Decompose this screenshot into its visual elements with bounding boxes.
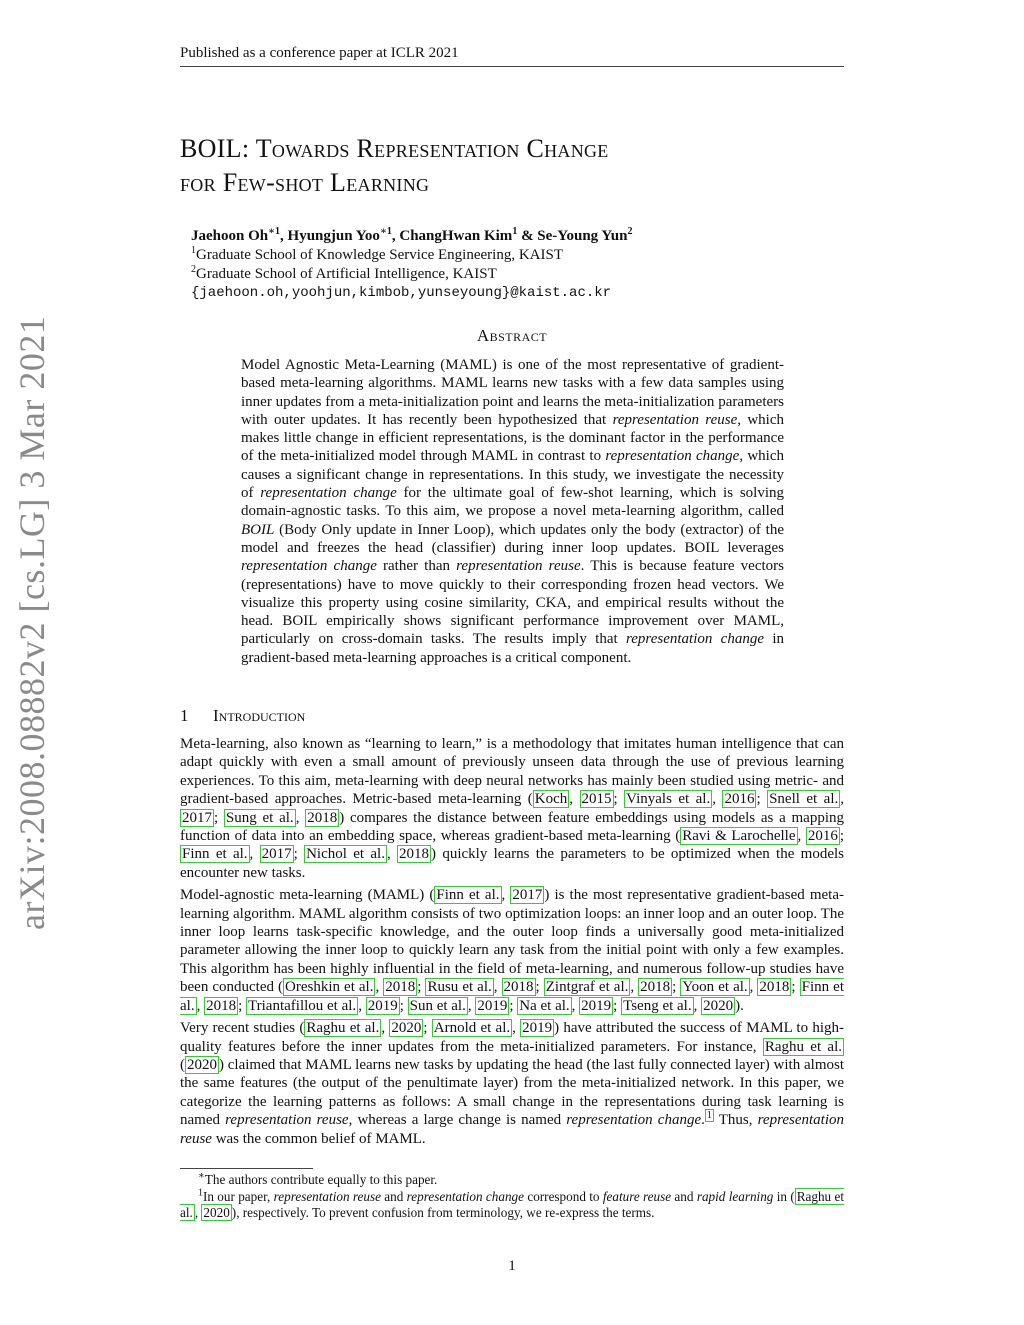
author-name: Jaehoon Oh: [191, 228, 269, 244]
title-text: F: [222, 168, 238, 197]
body-text: ) quickly learns the parameters to be optimized when the models encounter new tasks.: [180, 846, 845, 881]
abstract-italic: representation change: [605, 448, 740, 465]
intro-paragraph-2: [180, 886, 844, 1015]
citation-separator: ;: [423, 1020, 432, 1037]
author-sup: ∗1: [379, 226, 392, 237]
body-text: Very recent studies (: [180, 1020, 305, 1037]
affiliation-text: Graduate School of Knowledge Service Engineering, KAIST: [196, 247, 563, 263]
author-emails: {jaehoon.oh,yoohjun,kimbob,yunseyoung}@kaist.ac.kr: [191, 285, 612, 301]
author-block: [191, 227, 831, 303]
title-text: ew-shot: [237, 168, 331, 197]
citation-link[interactable]: Zintgraf et al.: [545, 979, 629, 996]
footnote-2: [180, 1189, 844, 1222]
footnote-mark: 1: [198, 1187, 203, 1199]
citation-separator: ;: [399, 997, 408, 1014]
intro-paragraph-3: [180, 1019, 844, 1148]
citation-separator: ,: [249, 846, 260, 863]
citation-separator: ;: [613, 997, 622, 1014]
abstract-italic: representation change: [260, 485, 397, 502]
title-text: R: [356, 134, 375, 163]
abstract-text: , which makes little change in efficient representations, is the dominant factor in the performance of the meta-initialized model through MAML in contrast to: [241, 411, 784, 465]
citation-separator: ,: [381, 1020, 390, 1037]
footnote-1: [180, 1172, 844, 1189]
citation-separator: (: [180, 1056, 185, 1073]
abstract-text: . This is because feature vectors (representations) have to move quickly to their corresponding frozen head vectors. We visualize this property using cosine similarity, CKA, and empirical results without the head. BOIL empirically shows significant performance improvement over MAML, particularly on cross-domain tasks. The results imply that: [241, 558, 784, 648]
abstract-italic: representation reuse: [456, 558, 581, 575]
citation-link[interactable]: 2019: [367, 997, 398, 1014]
running-header: Published as a conference paper at ICLR 2021: [180, 44, 844, 67]
footnote-italic: representation reuse: [273, 1188, 381, 1204]
arxiv-identifier[interactable]: arXiv:2008.08882v2 [cs.LG] 3 Mar 2021: [12, 315, 52, 930]
footnote-text: ), respectively. To prevent confusion from terminology, we re-express the terms.: [231, 1205, 655, 1220]
title-line-1: [180, 132, 844, 166]
citation-link[interactable]: 2019: [477, 997, 508, 1014]
abstract-text: for the ultimate goal of few-shot learning, which is solving domain-agnostic tasks. To this aim, we propose a novel meta-learning algorithm, called: [241, 485, 784, 520]
citation-separator: ,: [630, 979, 639, 996]
citation-link[interactable]: 2020: [703, 997, 734, 1014]
citation-separator: ,: [512, 1020, 521, 1037]
citation-link[interactable]: 2017: [182, 809, 212, 826]
abstract-text: (Body Only update in Inner Loop), which updates only the body (extractor) of the model and freezes the head (classifier) during inner loop updates. BOIL leverages: [241, 521, 784, 556]
citation-link[interactable]: Raghu et al.: [306, 1020, 380, 1037]
footnote-text: and: [671, 1188, 697, 1204]
paper-title: [180, 132, 844, 200]
affiliation-text: Graduate School of Artificial Intelligence, KAIST: [196, 266, 497, 282]
body-text: Model-agnostic meta-learning (MAML) (: [180, 887, 435, 904]
citation-link[interactable]: 2016: [807, 828, 838, 845]
abstract-italic: representation reuse: [612, 411, 738, 428]
author-name: & Se-Young Yun: [517, 228, 628, 244]
body-text: ) claimed that MAML learns new tasks by updating the head (the last fully connected layer) with almost the same features (the output of the penultimate layer) from the meta-initialized network. In this paper, we categorize the learning patterns as follows: A small change in the representations during task learning is named: [180, 1056, 844, 1129]
citation-separator: ;: [238, 997, 246, 1014]
citation-link[interactable]: 2019: [581, 997, 612, 1014]
citation-separator: ;: [417, 979, 426, 996]
abstract-italic: representation change: [625, 631, 764, 648]
author-name: , Hyungjun Yoo: [280, 228, 380, 244]
author-sup: 2: [627, 226, 633, 237]
footnote-text: correspond to: [524, 1188, 603, 1204]
title-text: owards: [271, 134, 357, 163]
citation-separator: ;: [756, 791, 768, 808]
abstract-paragraph: [241, 356, 784, 667]
title-text: for: [180, 168, 223, 197]
introduction-body: [180, 735, 844, 1152]
citation-separator: ;: [509, 997, 518, 1014]
citation-link[interactable]: Sun et al.: [409, 997, 466, 1014]
citation-link[interactable]: 2019: [522, 1020, 553, 1037]
citation-link[interactable]: Snell et al.: [769, 791, 839, 808]
abstract-italic: representation change: [241, 558, 377, 575]
author-name: , ChangHwan Kim: [391, 228, 513, 244]
body-text: ) have attributed the success of MAML to high-quality features before the inner updates from the meta-initialized parameters. For instance,: [180, 1020, 844, 1055]
citation-link[interactable]: Finn et al.: [182, 846, 248, 863]
citation-separator: ,: [693, 997, 702, 1014]
footnote-text: and: [380, 1188, 407, 1204]
citation-separator: ,: [569, 791, 580, 808]
section-title-text: ntroduction: [218, 706, 306, 725]
footnote-text: in (: [773, 1188, 795, 1204]
title-text: L: [330, 168, 347, 197]
citation-separator: ,: [501, 887, 511, 904]
citation-link[interactable]: Finn et al.: [436, 887, 500, 904]
body-italic: representation reuse: [180, 1112, 845, 1147]
citation-link[interactable]: 2017: [512, 887, 543, 904]
title-text: BOIL: T: [180, 134, 272, 163]
body-text: ).: [735, 997, 744, 1014]
title-line-2: [180, 166, 844, 200]
citation-link[interactable]: Oreshkin et al.: [285, 979, 374, 996]
citation-link[interactable]: Ravi & Larochelle: [682, 828, 796, 845]
abstract-text: rather than: [376, 558, 457, 575]
abstract-text: in gradient-based meta-learning approaches is a critical component.: [241, 631, 784, 666]
citation-separator: ,: [712, 791, 723, 808]
footnote-text: In our paper,: [203, 1188, 274, 1204]
citation-link[interactable]: Raghu et al.: [180, 1188, 844, 1220]
citation-separator: ,: [194, 1205, 202, 1220]
citation-link[interactable]: Yoon et al.: [682, 979, 748, 996]
title-text: hange: [544, 134, 609, 163]
section-title-text: I: [213, 706, 219, 725]
citation-separator: ,: [295, 809, 306, 826]
citation-link[interactable]: 2017: [261, 846, 292, 863]
body-text: .: [701, 1112, 705, 1129]
citation-link[interactable]: Triantafillou et al.: [248, 997, 357, 1014]
citation-separator: ;: [613, 791, 625, 808]
citation-link[interactable]: Na et al.: [519, 997, 570, 1014]
citation-separator: ;: [672, 979, 681, 996]
abstract-text: Model Agnostic Meta-Learning (MAML) is one of the most representative of gradient-based meta-learning algorithms. MAML learns new tasks with a few data samples using inner updates from a meta-initialization point and learns the meta-initialization parameters with outer updates. It has recently been hypothesized that: [241, 357, 784, 428]
citation-link[interactable]: 2018: [307, 809, 338, 826]
author-sup: ∗1: [268, 226, 281, 237]
citation-separator: ;: [791, 979, 800, 996]
citation-separator: ,: [467, 997, 476, 1014]
citation-link[interactable]: 2020: [187, 1056, 217, 1073]
citation-link[interactable]: Vinyals et al.: [626, 791, 711, 808]
citation-link[interactable]: 2018: [640, 979, 671, 996]
footnote-italic: representation change: [406, 1188, 525, 1204]
body-text: was the common belief of MAML.: [211, 1130, 426, 1147]
title-text: earning: [346, 168, 430, 197]
body-text: Meta-learning, also known as “learning to learn,” is a methodology that imitates human intelligence that can adapt quickly with even a small amount of previously unseen data through the use of previous learning experiences. To this aim, meta-learning with deep neural networks has mainly been studied using metric- and gradient-based approaches. Metric-based meta-learning (: [180, 736, 844, 808]
citation-link[interactable]: Koch: [534, 791, 568, 808]
citation-link[interactable]: 2018: [206, 997, 237, 1014]
title-text: C: [526, 134, 545, 163]
citation-link[interactable]: 2018: [759, 979, 790, 996]
citation-separator: ,: [493, 979, 502, 996]
citation-separator: ;: [839, 828, 845, 845]
body-text: , whereas a large change is named: [348, 1112, 567, 1129]
citation-link[interactable]: Arnold et al.: [433, 1020, 511, 1037]
footnote-text: The authors contribute equally to this paper.: [204, 1172, 438, 1187]
citation-separator: ,: [386, 846, 398, 863]
abstract-heading: Abstract: [476, 326, 548, 345]
section-heading-introduction: [180, 706, 844, 726]
citation-link[interactable]: 2015: [581, 791, 612, 808]
citation-link[interactable]: 2020: [203, 1205, 230, 1220]
citation-separator: ;: [214, 809, 224, 826]
title-text: epresentation: [374, 134, 527, 163]
section-number: 1: [180, 706, 189, 725]
citation-separator: ,: [196, 997, 205, 1014]
citation-separator: ,: [571, 997, 580, 1014]
citation-link[interactable]: 2018: [385, 979, 416, 996]
citation-link[interactable]: Nichol et al.: [306, 846, 385, 863]
citation-separator: ;: [293, 846, 305, 863]
affiliation-sup: 1: [191, 245, 196, 256]
citation-link[interactable]: 2020: [391, 1020, 422, 1037]
citation-separator: ,: [358, 997, 366, 1014]
citation-separator: ,: [375, 979, 384, 996]
affiliation-sup: 2: [191, 264, 196, 275]
body-text: Thus,: [713, 1112, 758, 1129]
footnote-link[interactable]: 1: [706, 1110, 712, 1122]
body-text: ) is the most representative gradient-based meta-learning algorithm. MAML algorithm consists of two optimization loops: an inner loop and an outer loop. The inner loop learns task-specific knowledge, and the outer loop finds a universally good meta-initialized parameter allowing the inner loop to quickly learn any task from the initial point with only a few examples. This algorithm has been highly influential in the field of meta-learning, and numerous follow-up studies have been conducted (: [180, 887, 845, 996]
abstract-italic: BOIL: [241, 521, 275, 538]
affiliation-1: [191, 246, 831, 265]
footnote-mark: ∗: [198, 1170, 205, 1182]
footnote-italic: rapid learning: [696, 1188, 774, 1204]
citation-link[interactable]: Tseng et al.: [623, 997, 692, 1014]
citation-link[interactable]: Rusu et al.: [427, 979, 492, 996]
footnote-italic: feature reuse: [602, 1188, 672, 1204]
body-text: ) compares the distance between feature embeddings using models as a mapping function of data into an embedding space, whereas gradient-based meta-learning (: [180, 809, 845, 845]
citation-link[interactable]: Sung et al.: [225, 809, 294, 826]
body-italic: representation change: [566, 1112, 702, 1129]
intro-paragraph-1: [180, 735, 844, 882]
citation-separator: ;: [535, 979, 544, 996]
citation-separator: ,: [840, 791, 845, 808]
body-italic: representation reuse: [225, 1112, 349, 1129]
citation-link[interactable]: 2016: [724, 791, 755, 808]
citation-link[interactable]: Finn et al.: [180, 979, 844, 1014]
author-sup: 1: [512, 226, 518, 237]
citation-separator: ,: [797, 828, 806, 845]
citation-link[interactable]: 2018: [503, 979, 534, 996]
author-names: [191, 227, 831, 246]
page-number: 1: [508, 1258, 516, 1274]
abstract-text: , which causes a significant change in representations. In this study, we investigate the necessity of: [241, 448, 784, 502]
footnote-divider: [180, 1168, 313, 1169]
abstract-body: [241, 356, 784, 667]
citation-link[interactable]: Raghu et al.: [764, 1038, 842, 1055]
affiliation-2: [191, 265, 831, 284]
citation-link[interactable]: 2018: [399, 846, 430, 863]
footnotes: [180, 1172, 844, 1222]
citation-separator: ,: [749, 979, 758, 996]
